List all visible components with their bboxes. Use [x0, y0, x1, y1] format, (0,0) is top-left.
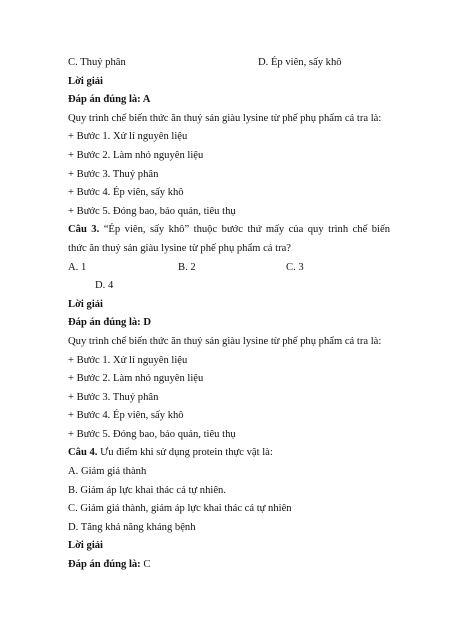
procedure-intro: Quy trình chế biến thức ăn thuỷ sản giàu lysine từ phế phụ phẩm cá tra là:	[68, 335, 382, 347]
procedure-step: + Bước 4. Ép viên, sấy khô	[68, 410, 184, 422]
answer-prefix: Đáp án đúng là:	[68, 94, 143, 106]
answer-line	[68, 314, 390, 333]
option-b: B. 2	[178, 261, 196, 273]
answer-letter: C	[143, 559, 151, 571]
question-label: Câu 3.	[68, 224, 100, 236]
option-d: D. 4	[95, 280, 114, 292]
procedure-step: + Bước 1. Xử lí nguyên liệu	[68, 131, 188, 143]
option-d: D. Tăng khả năng kháng bệnh	[68, 521, 196, 533]
procedure-step: + Bước 3. Thuỷ phân	[68, 168, 159, 180]
option-a: A. 1	[68, 261, 87, 273]
question-2-options-row	[68, 54, 390, 73]
answer-line	[68, 91, 390, 110]
option-d: D. Ép viên, sấy khô	[258, 57, 342, 68]
question-3-text-line1	[68, 221, 390, 240]
option-c: C. 3	[286, 261, 304, 273]
option-b: B. Giảm áp lực khai thác cá tự nhiên.	[68, 484, 226, 496]
answer-letter: A	[142, 94, 151, 106]
procedure-step: + Bước 2. Làm nhỏ nguyên liệu	[68, 149, 204, 161]
solution-heading: Lời giải	[68, 298, 104, 310]
solution-heading: Lời giải	[68, 75, 104, 87]
procedure-intro: Quy trình chế biến thức ăn thuỷ sản giàu lysine từ phế phụ phẩm cá tra là:	[68, 112, 382, 124]
answer-line	[68, 556, 390, 575]
question-label: Câu 4.	[68, 447, 98, 459]
answer-prefix: Đáp án đúng là:	[68, 559, 144, 571]
option-c: C. Giảm giá thành, giảm áp lực khai thác cá tự nhiên	[68, 503, 292, 515]
question-3-options-row	[68, 259, 390, 278]
option-c: C. Thuỷ phân	[68, 57, 126, 68]
answer-letter: D	[143, 317, 152, 329]
procedure-step: + Bước 4. Ép viên, sấy khô	[68, 187, 184, 199]
procedure-step: + Bước 5. Đóng bao, bảo quản, tiêu thụ	[68, 428, 236, 440]
question-4-text	[68, 444, 390, 463]
question-text: “Ép viên, sấy khô” thuộc bước thứ mấy của quy trình chế biến	[99, 224, 390, 236]
procedure-step: + Bước 3. Thuỷ phân	[68, 391, 159, 403]
solution-heading: Lời giải	[68, 540, 104, 552]
question-text: Ưu điểm khi sử dụng protein thực vật là:	[97, 447, 273, 459]
option-a: A. Giảm giá thành	[68, 466, 147, 478]
document-page	[68, 54, 390, 575]
procedure-step: + Bước 2. Làm nhỏ nguyên liệu	[68, 373, 204, 385]
procedure-step: + Bước 5. Đóng bao, bảo quản, tiêu thụ	[68, 205, 236, 217]
question-3-text-line2: thức ăn thuỷ sản giàu lysine từ phế phụ phẩm cá tra?	[68, 242, 292, 254]
procedure-step: + Bước 1. Xử lí nguyên liệu	[68, 354, 188, 366]
answer-prefix: Đáp án đúng là:	[68, 317, 144, 329]
